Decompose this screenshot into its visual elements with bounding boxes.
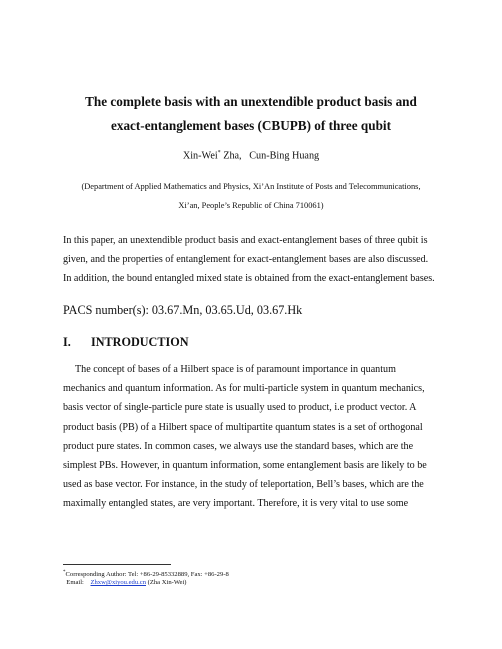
intro-line-7: used as base vector. For instance, in the study of teleportation, Bell’s bases, which are the [63, 479, 424, 491]
intro-line-3: basis vector of single-particle pure state is usually used to product, i.e product vector. A [63, 402, 417, 414]
abstract-line-3: In addition, the bound entangled mixed state is obtained from the exact-entanglement bases. [63, 273, 435, 285]
email-owner: (Zha Xin-Wei) [146, 579, 187, 586]
abstract-line-2: given, and the properties of entanglement for exact-entanglement bases are also discussed. [63, 254, 429, 266]
footnote-rule [63, 564, 171, 565]
intro-line-8: maximally entangled states, are very important. Therefore, it is very vital to use some [63, 498, 409, 510]
email-link[interactable]: Zhxw@xiyou.edu.cn [90, 579, 147, 586]
author-list [40, 150, 462, 161]
intro-line-5: product pure states. In common cases, we always use the standard bases, which are the [63, 440, 414, 452]
intro-line-6: simplest PBs. However, in quantum information, some entanglement basis are likely to be [63, 460, 427, 472]
footnote-line-2 [63, 578, 187, 587]
affiliation-line-1: (Department of Applied Mathematics and Physics, Xi’An Institute of Posts and Telecommunications, [81, 182, 421, 191]
email-label: Email: [66, 579, 84, 586]
section-title: INTRODUCTION [91, 335, 189, 349]
footnote-mark: * [63, 570, 66, 575]
introduction-paragraph [63, 360, 440, 514]
intro-line-1: The concept of bases of a Hilbert space is of paramount importance in quantum [75, 364, 396, 375]
abstract-line-1: In this paper, an unextendible product basis and exact-entanglement bases of three qubit is [63, 235, 428, 246]
section-number: I. [63, 335, 71, 349]
intro-line-2: mechanics and quantum information. As for multi-particle system in quantum mechanics, [63, 383, 425, 395]
author-2-name: Cun-Bing Huang [249, 150, 320, 162]
author-1-name: Xin-Wei [182, 150, 218, 162]
author-1-surname: Zha, [220, 150, 242, 162]
pacs-numbers: PACS number(s): 03.67.Mn, 03.65.Ud, 03.67.Hk [63, 303, 303, 317]
footnote-contact: Corresponding Author: Tel: +86-29-85332889, Fax: +86-29-8 [65, 571, 229, 579]
abstract [63, 231, 440, 289]
section-heading [63, 335, 189, 350]
corresponding-author-mark: * [217, 150, 221, 156]
intro-line-4: product basis (PB) of a Hilbert space of multipartite quantum states is a set of orthogonal [63, 421, 423, 433]
paper-title-line-2: exact-entanglement bases (CBUPB) of three qubit [111, 118, 391, 133]
affiliation-line-2: Xi’an, People’s Republic of China 710061) [178, 201, 324, 210]
paper-title-line-1: The complete basis with an unextendible product basis and [85, 94, 417, 109]
